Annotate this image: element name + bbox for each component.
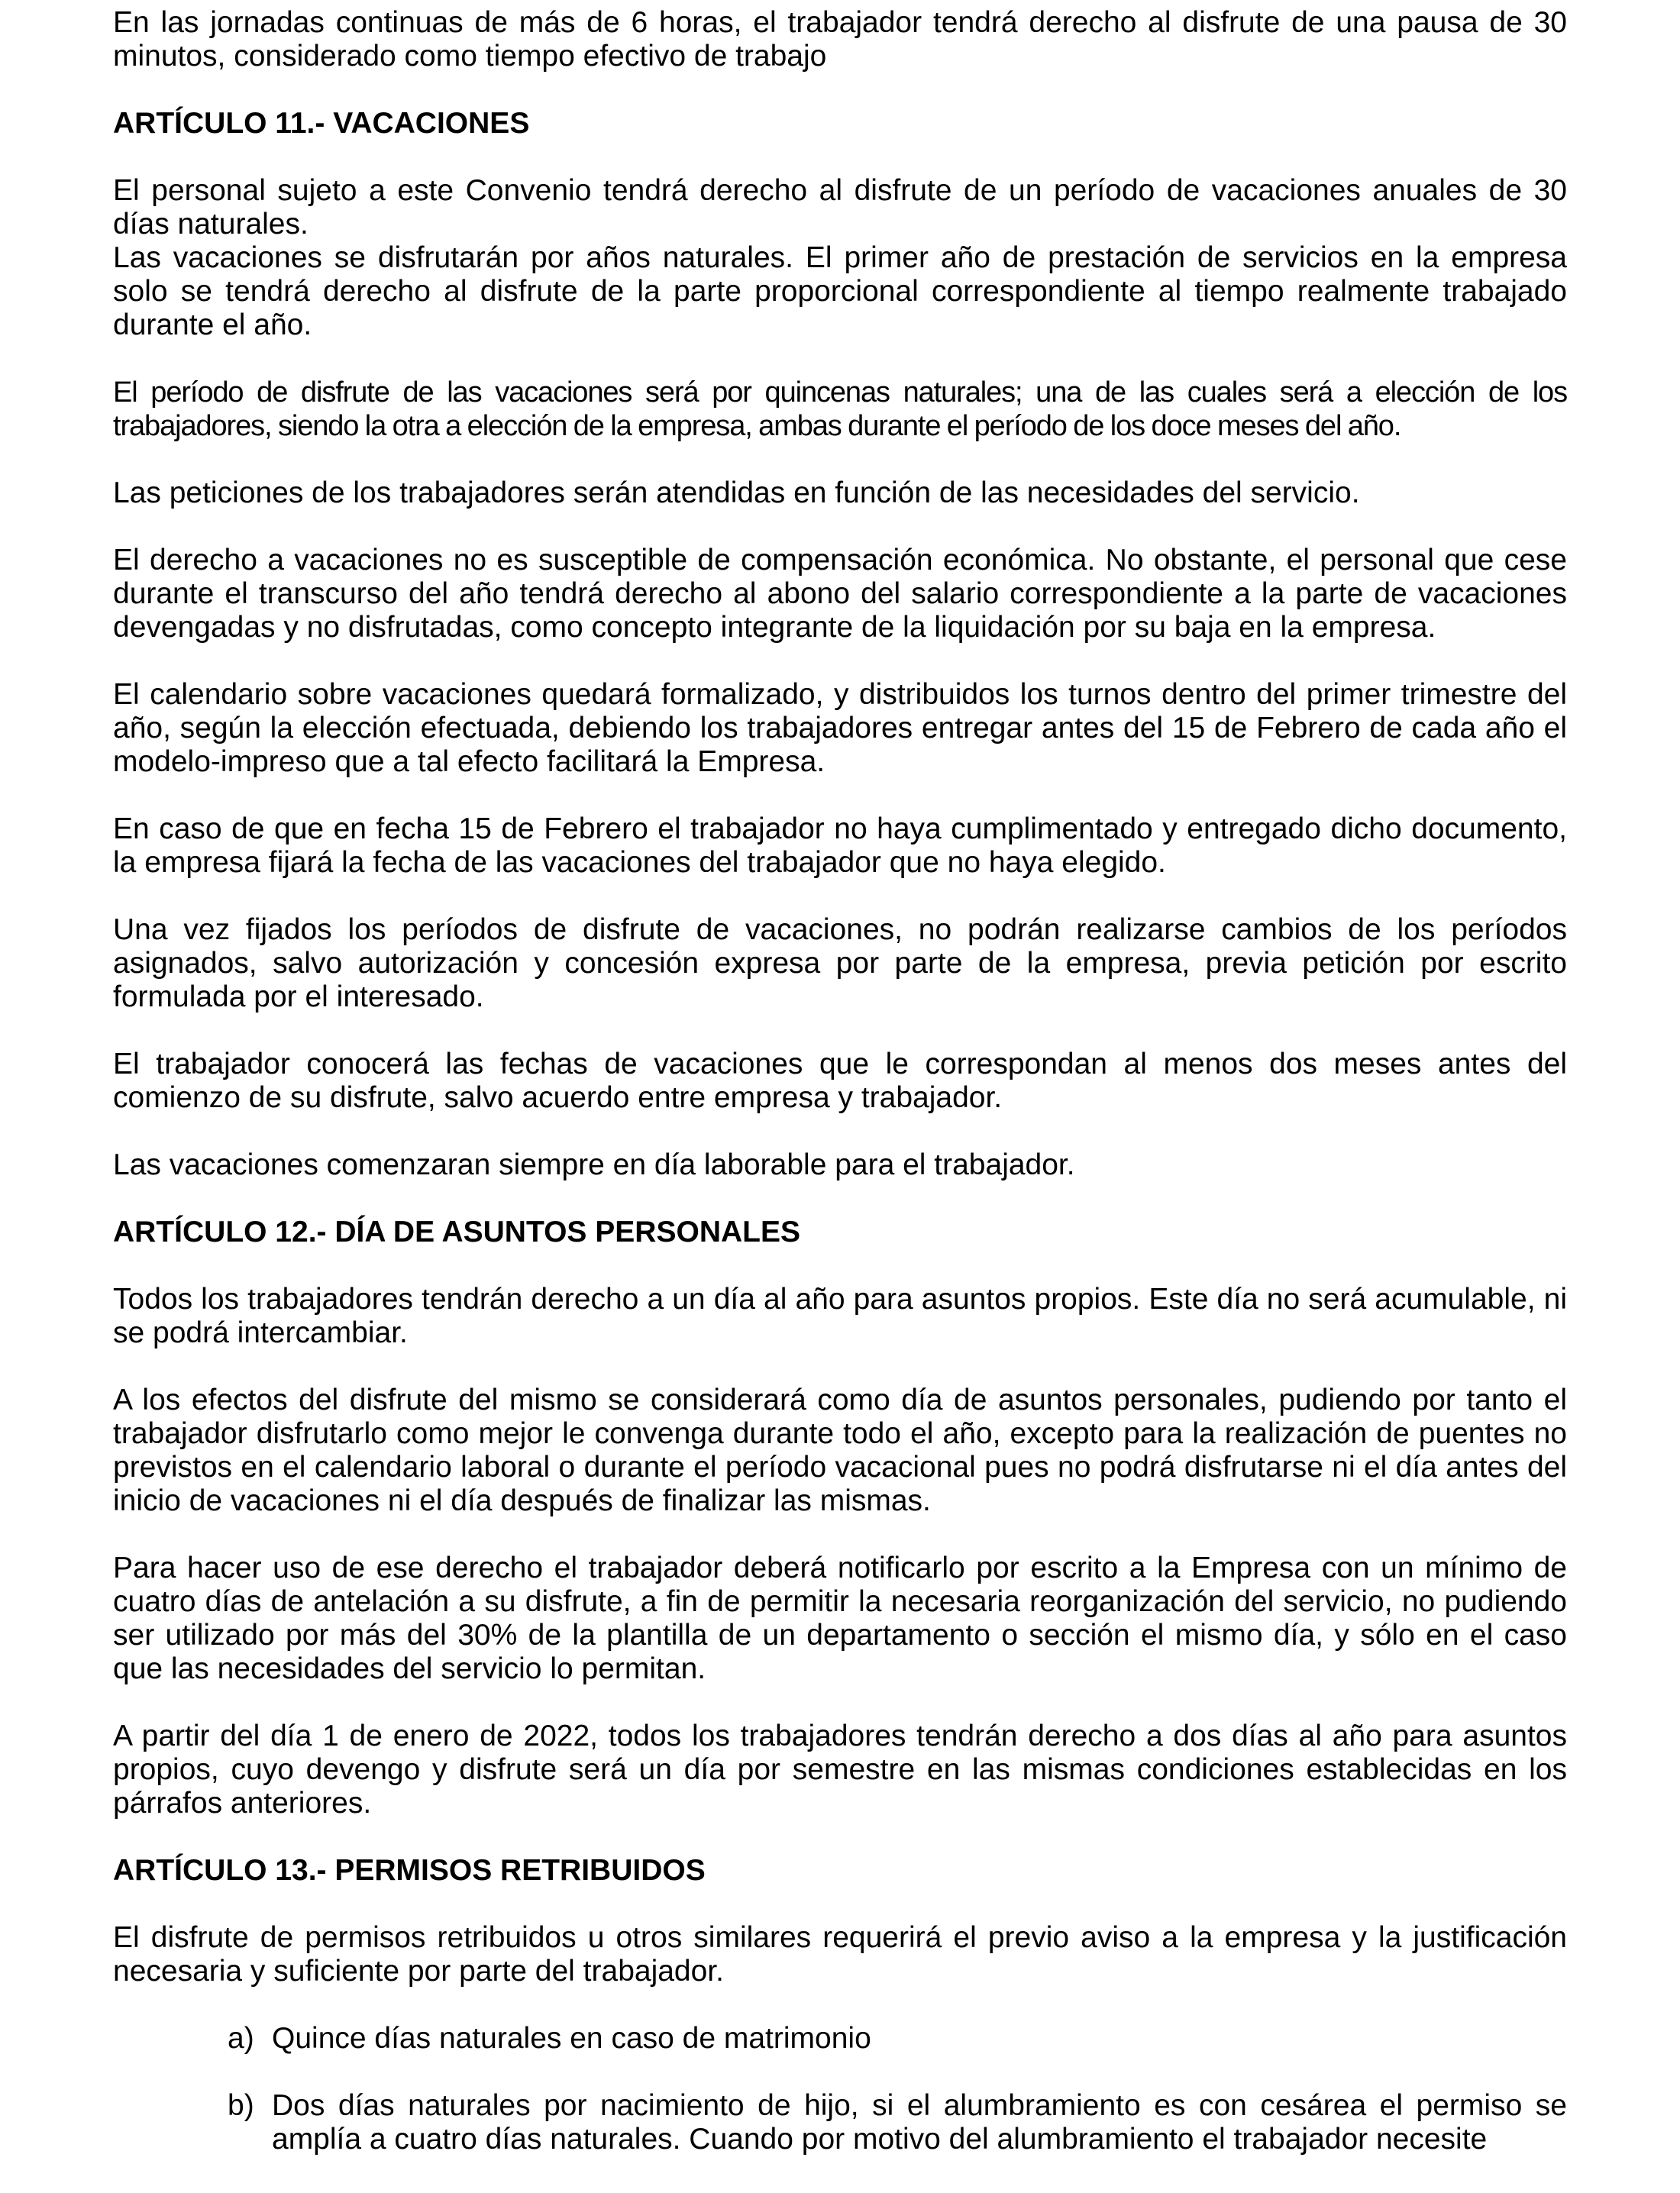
list-item-a — [113, 2022, 1567, 2056]
list-text-a: Quince días naturales en caso de matrimonio — [272, 2022, 871, 2055]
article-13-heading: ARTÍCULO 13.- PERMISOS RETRIBUIDOS — [113, 1854, 706, 1887]
list-marker-a: a) — [228, 2022, 254, 2055]
paragraph-peticiones: Las peticiones de los trabajadores serán atendidas en función de las necesidades del servicio. — [113, 476, 1360, 509]
paragraph-dos-meses-antes: El trabajador conocerá las fechas de vacaciones que le correspondan al menos dos meses antes del comienzo de su disfrute, salvo acuerdo entre empresa y trabajador. — [113, 1048, 1567, 1114]
list-item-b — [113, 2089, 1567, 2156]
paragraph-15-febrero: En caso de que en fecha 15 de Febrero el trabajador no haya cumplimentado y entregado dicho documento, la empresa fijará la fecha de las vacaciones del trabajador que no haya elegido. — [113, 812, 1567, 879]
paragraph-notificacion: Para hacer uso de ese derecho el trabajador deberá notificarlo por escrito a la Empresa con un mínimo de cuatro días de antelación a su disfrute, a fin de permitir la necesaria reorganización del servicio, no pudiendo ser utilizado por más del 30% de la plantilla de un departamento o sección el mismo día, y sólo en el caso que las necesidades del servicio lo permitan. — [113, 1552, 1567, 1685]
list-text-b: Dos días naturales por nacimiento de hijo, si el alumbramiento es con cesárea el permiso se amplía a cuatro días naturales. Cuando por motivo del alumbramiento el trabajador necesite — [272, 2089, 1567, 2156]
paragraph-pause-30-min: En las jornadas continuas de más de 6 horas, el trabajador tendrá derecho al disfrute de una pausa de 30 minutos, considerado como tiempo efectivo de trabajo — [113, 6, 1567, 73]
paragraph-quincenas: El período de disfrute de las vacaciones será por quincenas naturales; una de las cuales será a elección de los trabajadores, siendo la otra a elección de la empresa, ambas durante el período de los doce meses del año. — [113, 376, 1567, 442]
list-marker-b: b) — [228, 2089, 254, 2122]
paragraph-cambios-periodos: Una vez fijados los períodos de disfrute de vacaciones, no podrán realizarse cambios de los períodos asignados, salvo autorización y concesión expresa por parte de la empresa, previa petición por escrito formulada por el interesado. — [113, 913, 1567, 1013]
paragraph-un-dia-asuntos: Todos los trabajadores tendrán derecho a un día al año para asuntos propios. Este día no será acumulable, ni se podrá intercambiar. — [113, 1283, 1567, 1349]
paragraph-natural-years: Las vacaciones se disfrutarán por años naturales. El primer año de prestación de servicios en la empresa solo se tendrá derecho al disfrute de la parte proporcional correspondiente al tiempo realmente trabajado durante el año. — [113, 241, 1567, 341]
article-11-heading: ARTÍCULO 11.- VACACIONES — [113, 107, 530, 140]
paragraph-compensacion: El derecho a vacaciones no es susceptible de compensación económica. No obstante, el personal que cese durante el transcurso del año tendrá derecho al abono del salario correspondiente a la parte de vacaciones devengadas y no disfrutadas, como concepto integrante de la liquidación por su baja en la empresa. — [113, 544, 1567, 644]
paragraph-efectos-disfrute: A los efectos del disfrute del mismo se considerará como día de asuntos personales, pudiendo por tanto el trabajador disfrutarlo como mejor le convenga durante todo el año, excepto para la realización de puentes no previstos en el calendario laboral o durante el período vacacional pues no podrá disfrutarse ni el día antes del inicio de vacaciones ni el día después de finalizar las mismas. — [113, 1384, 1567, 1517]
article-12-heading: ARTÍCULO 12.- DÍA DE ASUNTOS PERSONALES — [113, 1216, 800, 1248]
paragraph-dia-laborable: Las vacaciones comenzaran siempre en día laborable para el trabajador. — [113, 1148, 1075, 1181]
paragraph-enero-2022: A partir del día 1 de enero de 2022, todos los trabajadores tendrán derecho a dos días al año para asuntos propios, cuyo devengo y disfrute será un día por semestre en las mismas condiciones establecidas en los párrafos anteriores. — [113, 1720, 1567, 1820]
paragraph-calendario: El calendario sobre vacaciones quedará formalizado, y distribuidos los turnos dentro del primer trimestre del año, según la elección efectuada, debiendo los trabajadores entregar antes del 15 de Febrero de cada año el modelo-impreso que a tal efecto facilitará la Empresa. — [113, 678, 1567, 778]
paragraph-vacation-period: El personal sujeto a este Convenio tendrá derecho al disfrute de un período de vacaciones anuales de 30 días naturales. — [113, 174, 1567, 241]
paragraph-permisos-retribuidos: El disfrute de permisos retribuidos u otros similares requerirá el previo aviso a la empresa y la justificación necesaria y suficiente por parte del trabajador. — [113, 1921, 1567, 1988]
